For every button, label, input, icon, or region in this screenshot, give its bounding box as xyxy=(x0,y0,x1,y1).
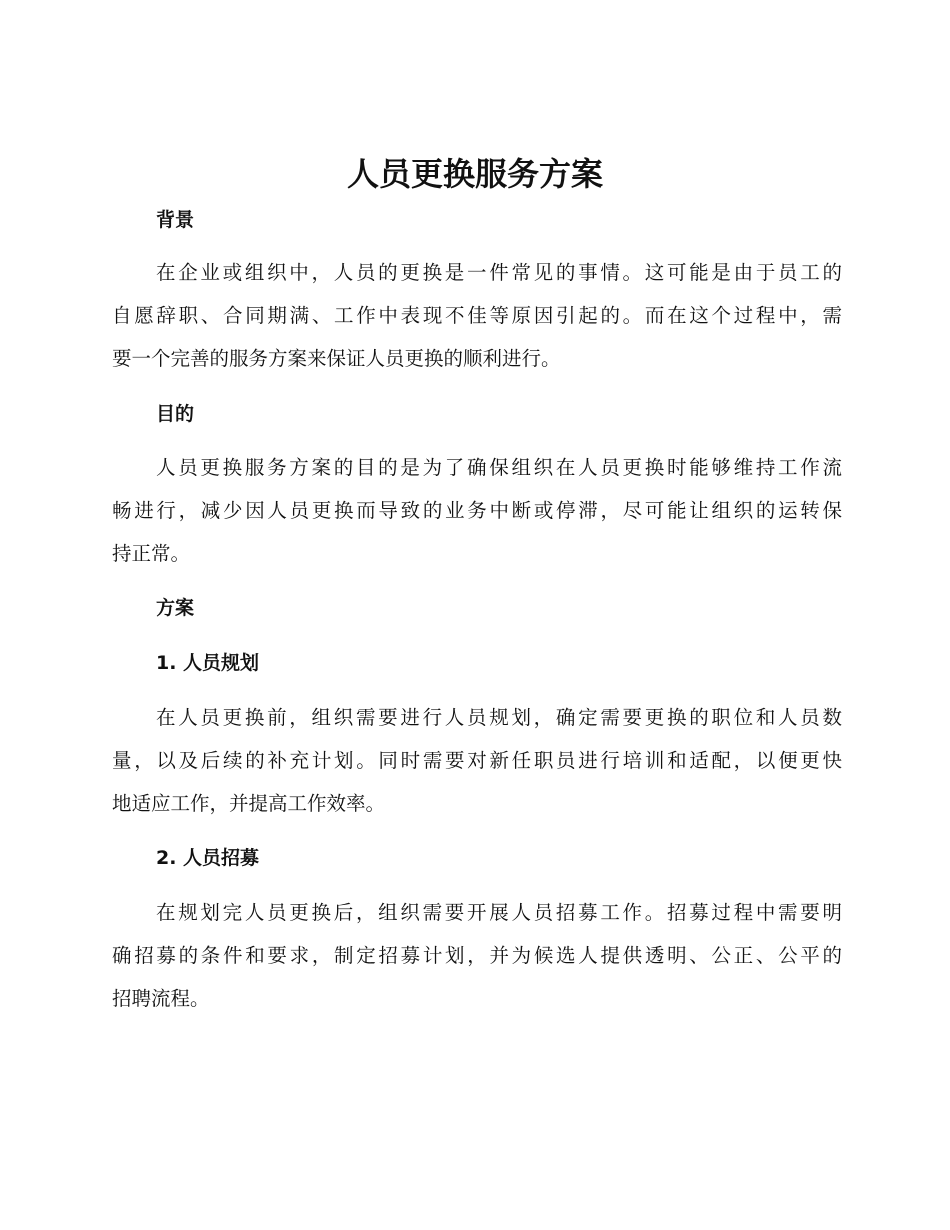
paragraph-line: 自愿辞职、合同期满、工作中表现不佳等原因引起的。而在这个过程中，需 xyxy=(112,304,842,327)
paragraph-line: 招聘流程。 xyxy=(112,987,210,1010)
paragraph-line: 要一个完善的服务方案来保证人员更换的顺利进行。 xyxy=(112,347,561,370)
section-heading-recruitment: 2. 人员招募 xyxy=(156,847,260,869)
paragraph-line: 持正常。 xyxy=(112,542,191,565)
paragraph-line: 畅进行，减少因人员更换而导致的业务中断或停滞，尽可能让组织的运转保 xyxy=(112,499,842,522)
section-heading-purpose: 目的 xyxy=(156,403,195,425)
section-paragraph-background xyxy=(112,251,842,380)
section-heading-planning: 1. 人员规划 xyxy=(156,652,260,674)
section-paragraph-recruitment xyxy=(112,891,842,1020)
section-paragraph-purpose xyxy=(112,446,842,575)
paragraph-line: 在人员更换前，组织需要进行人员规划，确定需要更换的职位和人员数 xyxy=(156,706,842,729)
paragraph-line: 量，以及后续的补充计划。同时需要对新任职员进行培训和适配，以便更快 xyxy=(112,749,842,772)
section-heading-plan: 方案 xyxy=(156,597,195,619)
paragraph-line: 地适应工作，并提高工作效率。 xyxy=(112,792,386,815)
section-heading-background: 背景 xyxy=(156,209,195,231)
paragraph-line: 人员更换服务方案的目的是为了确保组织在人员更换时能够维持工作流 xyxy=(156,456,842,479)
paragraph-line: 在规划完人员更换后，组织需要开展人员招募工作。招募过程中需要明 xyxy=(156,901,842,924)
document-title: 人员更换服务方案 xyxy=(346,155,603,193)
section-paragraph-planning xyxy=(112,696,842,825)
paragraph-line: 确招募的条件和要求，制定招募计划，并为候选人提供透明、公正、公平的 xyxy=(112,944,842,967)
paragraph-line: 在企业或组织中，人员的更换是一件常见的事情。这可能是由于员工的 xyxy=(156,261,842,284)
